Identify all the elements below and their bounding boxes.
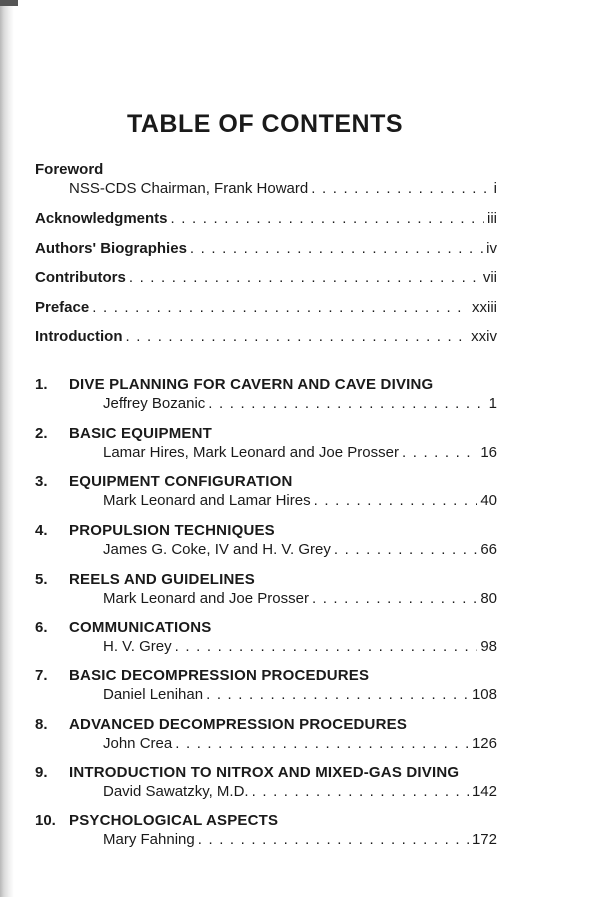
dot-leader (206, 686, 469, 703)
chapter-number: 6. (35, 619, 48, 636)
toc-entry-line (69, 180, 497, 197)
chapter-number: 10. (35, 812, 56, 829)
chapter-authors: Mark Leonard and Joe Prosser (103, 590, 309, 607)
dot-leader (198, 831, 469, 848)
chapter-authors: Lamar Hires, Mark Leonard and Joe Prosser (103, 444, 399, 461)
chapter-number: 7. (35, 667, 48, 684)
dot-leader (402, 444, 477, 461)
toc-page-number: 98 (480, 638, 497, 655)
dot-leader (314, 492, 478, 509)
toc-entry-preface (35, 299, 497, 316)
toc-page-number: 172 (471, 831, 497, 848)
chapter-authors: David Sawatzky, M.D. (103, 783, 249, 800)
chapter-author-line (103, 492, 497, 509)
chapter-author-line (103, 735, 497, 752)
toc-page-number: 40 (480, 492, 497, 509)
dot-leader (92, 299, 469, 316)
toc-entry-label: Introduction (35, 328, 123, 345)
toc-page-number: 126 (471, 735, 497, 752)
chapter-title: PROPULSION TECHNIQUES (69, 522, 275, 539)
toc-entry-label: Preface (35, 299, 90, 316)
chapter-authors: Mary Fahning (103, 831, 195, 848)
chapter-number: 8. (35, 716, 48, 733)
toc-page-number: xxiii (472, 299, 497, 316)
chapter-number: 5. (35, 571, 48, 588)
toc-entry-introduction (35, 328, 497, 345)
toc-entry-subtitle: NSS-CDS Chairman, Frank Howard (69, 180, 309, 197)
chapter-title: ADVANCED DECOMPRESSION PROCEDURES (69, 716, 408, 733)
dot-leader (312, 590, 477, 607)
chapter-author-line (103, 444, 497, 461)
chapter-author-line (103, 686, 497, 703)
toc-page-number: iv (486, 240, 497, 257)
toc-page-number: 142 (471, 783, 497, 800)
chapter-number: 3. (35, 473, 48, 490)
chapter-title: INTRODUCTION TO NITROX AND MIXED-GAS DIVING (69, 764, 460, 781)
toc-page-number: 66 (480, 541, 497, 558)
chapter-authors: Daniel Lenihan (103, 686, 204, 703)
toc-entry-authors-biographies (35, 240, 497, 257)
chapter-authors: Mark Leonard and Lamar Hires (103, 492, 311, 509)
toc-page-number: i (493, 180, 497, 197)
dot-leader (334, 541, 477, 558)
chapter-title: DIVE PLANNING FOR CAVERN AND CAVE DIVING (69, 376, 434, 393)
dot-leader (175, 638, 478, 655)
chapter-author-line (103, 395, 497, 412)
toc-entry-label: Acknowledgments (35, 210, 168, 227)
toc-entry-label: Foreword (35, 161, 104, 178)
dot-leader (311, 180, 490, 197)
toc-entry-acknowledgments (35, 210, 497, 227)
toc-page-number: 1 (488, 395, 497, 412)
toc-page-number: iii (487, 210, 497, 227)
dot-leader (125, 328, 468, 345)
chapter-title: EQUIPMENT CONFIGURATION (69, 473, 293, 490)
dot-leader (208, 395, 485, 412)
scan-corner-mark (0, 0, 18, 6)
dot-leader (190, 240, 483, 257)
chapter-number: 2. (35, 425, 48, 442)
chapter-title: COMMUNICATIONS (69, 619, 212, 636)
toc-page-number: xxiv (471, 328, 497, 345)
chapter-author-line (103, 638, 497, 655)
chapter-author-line (103, 541, 497, 558)
dot-leader (252, 783, 469, 800)
chapter-author-line (103, 831, 497, 848)
chapter-authors: James G. Coke, IV and H. V. Grey (103, 541, 331, 558)
toc-page-number: 108 (471, 686, 497, 703)
chapter-title: BASIC EQUIPMENT (69, 425, 213, 442)
chapter-authors: Jeffrey Bozanic (103, 395, 206, 412)
chapter-author-line (103, 590, 497, 607)
chapter-author-line (103, 783, 497, 800)
dot-leader (129, 269, 480, 286)
chapter-authors: H. V. Grey (103, 638, 172, 655)
toc-page-number: 16 (480, 444, 497, 461)
chapter-title: PSYCHOLOGICAL ASPECTS (69, 812, 279, 829)
toc-page-number: vii (482, 269, 497, 286)
page-title: TABLE OF CONTENTS (126, 110, 404, 138)
toc-entry-label: Contributors (35, 269, 126, 286)
chapter-number: 9. (35, 764, 48, 781)
chapter-number: 1. (35, 376, 48, 393)
toc-entry-label: Authors' Biographies (35, 240, 187, 257)
toc-entry-contributors (35, 269, 497, 286)
chapter-title: REELS AND GUIDELINES (69, 571, 255, 588)
toc-page-number: 80 (480, 590, 497, 607)
dot-leader (171, 210, 484, 227)
chapter-authors: John Crea (103, 735, 173, 752)
chapter-title: BASIC DECOMPRESSION PROCEDURES (69, 667, 370, 684)
chapter-number: 4. (35, 522, 48, 539)
dot-leader (175, 735, 469, 752)
